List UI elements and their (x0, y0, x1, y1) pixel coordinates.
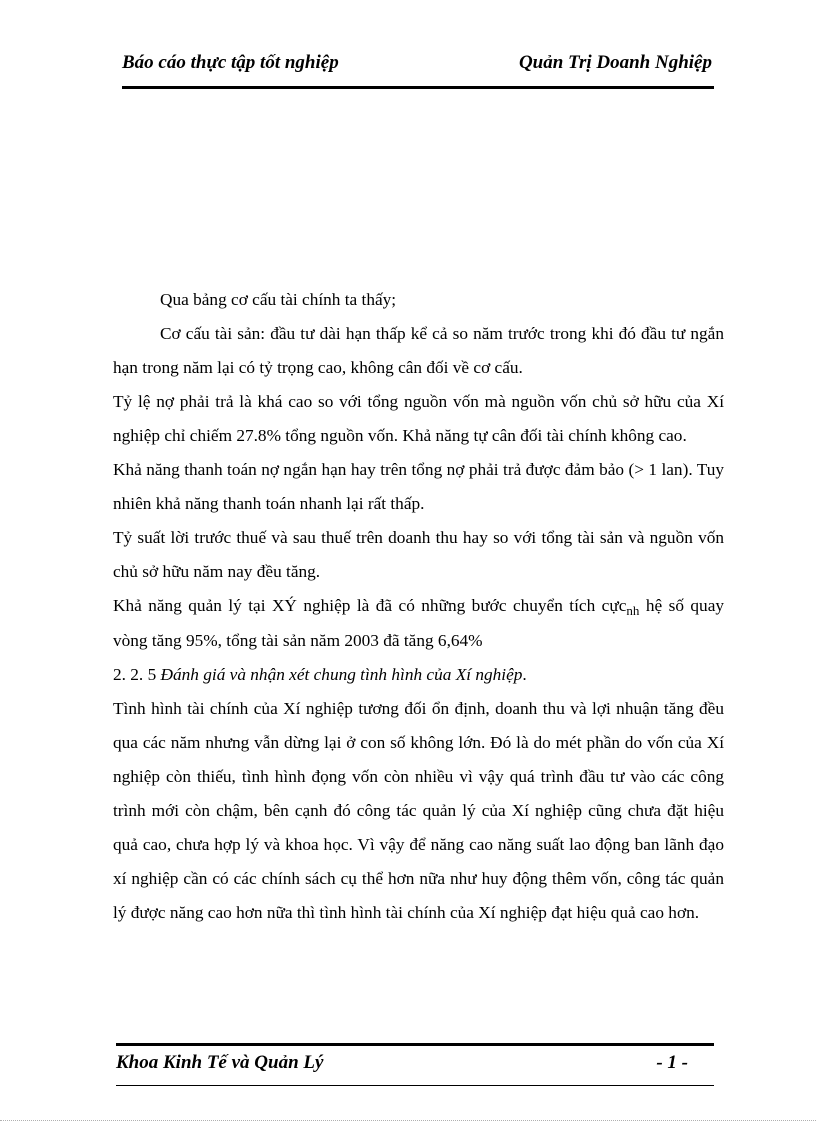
paragraph-assessment: Tình hình tài chính của Xí nghiệp tương đối ổn định, doanh thu và lợi nhuận tăng đều qua các năm nhưng vẫn dừng lại ở con số không lớn. Đó là do mét phần do vốn của Xí nghiệp còn thiếu, tình hình đọng vốn còn nhiều vì vậy quá trình đầu tư vào các công trình mới còn chậm, bên cạnh đó công tác quản lý của Xí nghiệp cũng chưa đặt hiệu quả cao, chưa hợp lý và khoa học. Vì vậy để năng cao năng suất lao động ban lãnh đạo xí nghiệp cần có các chính sách cụ thể hơn nữa như huy động thêm vốn, công tác quản lý được năng cao hơn nữa thì tình hình tài chính của Xí nghiệp đạt hiệu quả cao hơn. (113, 699, 724, 922)
footer-rule-thick (116, 1043, 714, 1046)
page-number: - 1 - (656, 1052, 688, 1073)
section-title: Đánh giá và nhận xét chung tình hình của Xí nghiệp (160, 665, 523, 684)
paragraph-management (113, 589, 724, 658)
paragraph-asset-structure: Cơ cấu tài sản: đầu tư dài hạn thấp kể cả so năm trước trong khi đó đầu tư ngắn hạn trong năm lại có tỷ trọng cao, không cân đối về cơ cấu. (113, 324, 724, 377)
section-heading (113, 658, 724, 692)
management-subscript: nh (626, 603, 640, 618)
paragraph-liquidity: Khả năng thanh toán nợ ngắn hạn hay trên tổng nợ phải trả được đảm bảo (> 1 lan). Tuy nhiên khả năng thanh toán nhanh lại rất thấp. (113, 460, 724, 513)
footer-faculty: Khoa Kinh Tế và Quản Lý (116, 1052, 324, 1073)
footer-rule-thin (116, 1085, 714, 1086)
page-header (122, 52, 714, 78)
paragraph-profit-ratio: Tỷ suất lời trước thuế và sau thuế trên doanh thu hay so với tổng tài sản và nguồn vốn chủ sở hữu năm nay đều tăng. (113, 528, 724, 581)
page-edge-dots (0, 1120, 816, 1121)
section-number: 2. 2. 5 (113, 665, 161, 684)
management-text-b: hệ số quay vòng tăng 95%, tổng tài sản năm 2003 đã tăng 6,64% (113, 596, 724, 650)
page-footer (116, 1052, 714, 1078)
header-report-title: Báo cáo thực tập tốt nghiệp (122, 52, 339, 73)
section-period: . (522, 665, 527, 684)
paragraph-intro: Qua bảng cơ cấu tài chính ta thấy; (160, 290, 397, 309)
header-rule (122, 86, 714, 89)
header-department: Quản Trị Doanh Nghiệp (518, 52, 712, 73)
document-body (113, 283, 724, 930)
paragraph-debt-ratio: Tỷ lệ nợ phải trả là khá cao so với tổng nguồn vốn mà nguồn vốn chủ sở hữu của Xí nghiệp chỉ chiếm 27.8% tổng nguồn vốn. Khả năng tự cân đối tài chính không cao. (113, 392, 724, 445)
management-text-a: Khả năng quản lý tại XÝ nghiệp là đã có những bước chuyển tích cực (113, 596, 627, 615)
